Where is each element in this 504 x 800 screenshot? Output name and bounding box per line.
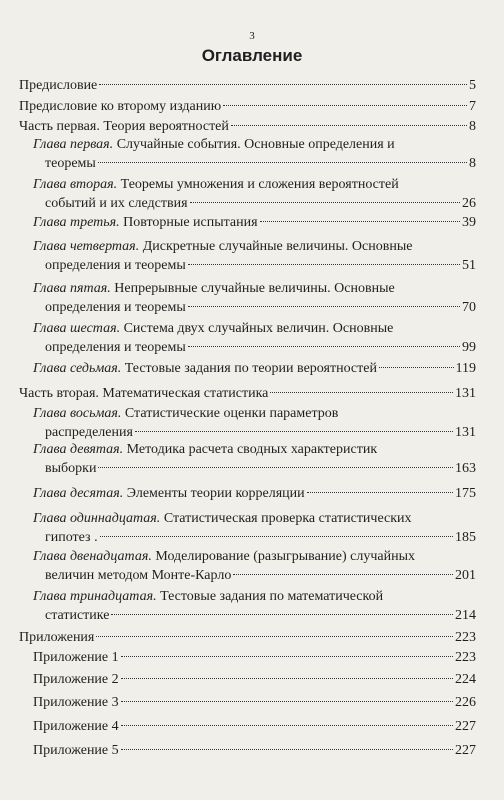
toc-appendix-entry[interactable] — [33, 693, 476, 712]
toc-page-number: 224 — [455, 672, 476, 687]
dot-leader — [135, 431, 453, 432]
toc-entry-text: Случайные события. Основные определения и — [116, 137, 395, 152]
toc-page-number: 227 — [455, 719, 476, 734]
dot-leader — [188, 264, 460, 265]
toc-entry-text: Дискретные случайные величины. Основные — [142, 239, 413, 254]
toc-part-entry[interactable] — [19, 628, 476, 647]
dot-leader — [98, 467, 453, 468]
toc-entry-title — [33, 177, 399, 192]
chapter-label: Глава вторая. — [33, 177, 118, 192]
page-title: Оглавление — [201, 46, 303, 65]
toc-chapter-entry[interactable] — [33, 359, 476, 378]
toc-entry-title — [19, 76, 97, 95]
dot-leader — [307, 492, 453, 493]
toc-entry-continuation: определения и теоремы — [45, 300, 186, 315]
toc-appendix-entry[interactable] — [33, 741, 476, 760]
dot-leader — [121, 656, 453, 657]
toc-page-number: 119 — [455, 361, 476, 376]
toc-entry-text: Система двух случайных величин. Основные — [123, 321, 394, 336]
toc-entry-continuation: распределения — [45, 425, 133, 440]
toc-entry-title — [33, 693, 119, 712]
toc-page-number: 227 — [455, 743, 476, 758]
toc-entry-title — [33, 549, 415, 564]
toc-entry-title — [19, 117, 229, 136]
dot-leader — [231, 125, 467, 126]
toc-appendix-entry[interactable] — [33, 717, 476, 736]
toc-entry-text: Методика расчета сводных характеристик — [126, 442, 378, 457]
toc-page-number: 7 — [469, 99, 476, 114]
toc-entry-continuation: событий и их следствия — [45, 196, 188, 211]
chapter-label: Глава девятая. — [33, 442, 124, 457]
dot-leader — [233, 574, 453, 575]
toc-entry-title — [33, 717, 119, 736]
toc-chapter-entry[interactable] — [33, 135, 476, 173]
chapter-label: Глава четвертая. — [33, 239, 140, 254]
toc-entry-text: Приложение 5 — [33, 743, 119, 758]
toc-page-number: 39 — [462, 215, 476, 230]
toc-chapter-entry[interactable] — [33, 547, 476, 585]
toc-page-number: 99 — [462, 340, 476, 355]
toc-chapter-entry[interactable] — [33, 587, 476, 625]
dot-leader — [260, 221, 460, 222]
toc-entry-continuation: величин методом Монте-Карло — [45, 568, 232, 583]
toc-entry-title — [33, 239, 412, 254]
chapter-label: Глава пятая. — [33, 281, 111, 296]
toc-entry-continuation: определения и теоремы — [45, 258, 186, 273]
toc-part-entry[interactable] — [19, 384, 476, 403]
toc-chapter-entry[interactable] — [33, 319, 476, 357]
toc-page-number: 26 — [462, 196, 476, 211]
toc-entry-text: Приложение 3 — [33, 695, 119, 710]
toc-page-number: 223 — [455, 630, 476, 645]
toc-entry-text: Статистические оценки параметров — [124, 406, 339, 421]
toc-page-number: 214 — [455, 608, 476, 623]
toc-entry-title — [33, 484, 305, 503]
dot-leader — [270, 392, 453, 393]
dot-leader — [188, 346, 460, 347]
toc-entry-title — [33, 213, 258, 232]
toc-chapter-entry[interactable] — [33, 175, 476, 213]
toc-chapter-entry[interactable] — [33, 237, 476, 275]
dot-leader — [96, 636, 453, 637]
toc-entry-text: Повторные испытания — [123, 215, 258, 230]
toc-entry-text: Часть первая. Теория вероятностей — [19, 119, 229, 134]
toc-page-number: 175 — [455, 486, 476, 501]
toc-entry-text: Часть вторая. Математическая статистика — [19, 386, 269, 401]
toc-chapter-entry[interactable] — [33, 279, 476, 317]
toc-entry-title — [19, 97, 221, 116]
toc-entry-title — [33, 406, 338, 421]
dot-leader — [99, 84, 467, 85]
toc-chapter-entry[interactable] — [33, 440, 476, 478]
toc-entry-text: Предисловие ко второму изданию — [19, 99, 222, 114]
toc-entry-title — [33, 511, 412, 526]
toc-entry-text: Элементы теории корреляции — [126, 486, 305, 501]
chapter-label: Глава первая. — [33, 137, 114, 152]
dot-leader — [223, 105, 467, 106]
chapter-label: Глава третья. — [33, 215, 120, 230]
toc-page-number: 70 — [462, 300, 476, 315]
toc-page-number: 5 — [469, 78, 476, 93]
chapter-label: Глава десятая. — [33, 486, 124, 501]
toc-entry-text: Тестовые задания по теории вероятностей — [124, 361, 377, 376]
toc-entry-title — [19, 384, 268, 403]
toc-entry-title — [33, 359, 377, 378]
toc-chapter-entry[interactable] — [33, 484, 476, 503]
chapter-label: Глава шестая. — [33, 321, 121, 336]
toc-entry-title — [33, 321, 393, 336]
toc-appendix-entry[interactable] — [33, 648, 476, 667]
chapter-label: Глава тринадцатая. — [33, 589, 157, 604]
dot-leader — [98, 162, 467, 163]
toc-page-number: 8 — [469, 119, 476, 134]
toc-part-entry[interactable] — [19, 76, 476, 95]
toc-entry-title — [33, 589, 383, 604]
toc-page-number: 131 — [455, 425, 476, 440]
toc-page-number: 223 — [455, 650, 476, 665]
toc-entry-text: Моделирование (разыгрывание) случайных — [155, 549, 415, 564]
toc-entry-text: Непрерывные случайные величины. Основные — [114, 281, 395, 296]
toc-entry-continuation: гипотез . — [45, 530, 98, 545]
chapter-label: Глава одиннадцатая. — [33, 511, 161, 526]
toc-entry-continuation: теоремы — [45, 156, 96, 171]
toc-entry-text: Тестовые задания по математической — [160, 589, 384, 604]
toc-entry-continuation: статистике — [45, 608, 110, 623]
toc-page-number: 226 — [455, 695, 476, 710]
toc-entry-text: Предисловие — [19, 78, 98, 93]
toc-page-number: 131 — [455, 386, 476, 401]
toc-entry-continuation: определения и теоремы — [45, 340, 186, 355]
toc-entry-title — [33, 281, 395, 296]
toc-entry-title — [33, 137, 395, 152]
toc-chapter-entry[interactable] — [33, 213, 476, 232]
dot-leader — [190, 202, 460, 203]
toc-part-entry[interactable] — [19, 97, 476, 116]
dot-leader — [100, 536, 453, 537]
toc-page-number: 185 — [455, 530, 476, 545]
chapter-label: Глава восьмая. — [33, 406, 122, 421]
chapter-label: Глава седьмая. — [33, 361, 122, 376]
dot-leader — [121, 701, 453, 702]
toc-entry-text: Теоремы умножения и сложения вероятностей — [120, 177, 399, 192]
toc-entry-title — [33, 670, 119, 689]
dot-leader — [188, 306, 460, 307]
toc-entry-text: Приложения — [19, 630, 95, 645]
toc-entry-continuation: выборки — [45, 461, 97, 476]
dot-leader — [121, 678, 453, 679]
toc-page-number: 8 — [469, 156, 476, 171]
toc-page-number: 201 — [455, 568, 476, 583]
toc-entry-title — [33, 648, 119, 667]
dot-leader — [121, 749, 453, 750]
toc-chapter-entry[interactable] — [33, 509, 476, 547]
toc-appendix-entry[interactable] — [33, 670, 476, 689]
toc-entry-title — [19, 628, 94, 647]
chapter-label: Глава двенадцатая. — [33, 549, 152, 564]
toc-entry-text: Статистическая проверка статистических — [163, 511, 412, 526]
toc-entry-text: Приложение 4 — [33, 719, 119, 734]
page-number: 3 — [249, 30, 255, 42]
toc-entry-title — [33, 442, 377, 457]
dot-leader — [111, 614, 453, 615]
toc-entry-text: Приложение 2 — [33, 672, 119, 687]
toc-page-number: 163 — [455, 461, 476, 476]
toc-entry-text: Приложение 1 — [33, 650, 119, 665]
dot-leader — [121, 725, 453, 726]
dot-leader — [379, 367, 454, 368]
toc-chapter-entry[interactable] — [33, 404, 476, 442]
toc-page-number: 51 — [462, 258, 476, 273]
toc-entry-title — [33, 741, 119, 760]
toc-part-entry[interactable] — [19, 117, 476, 136]
